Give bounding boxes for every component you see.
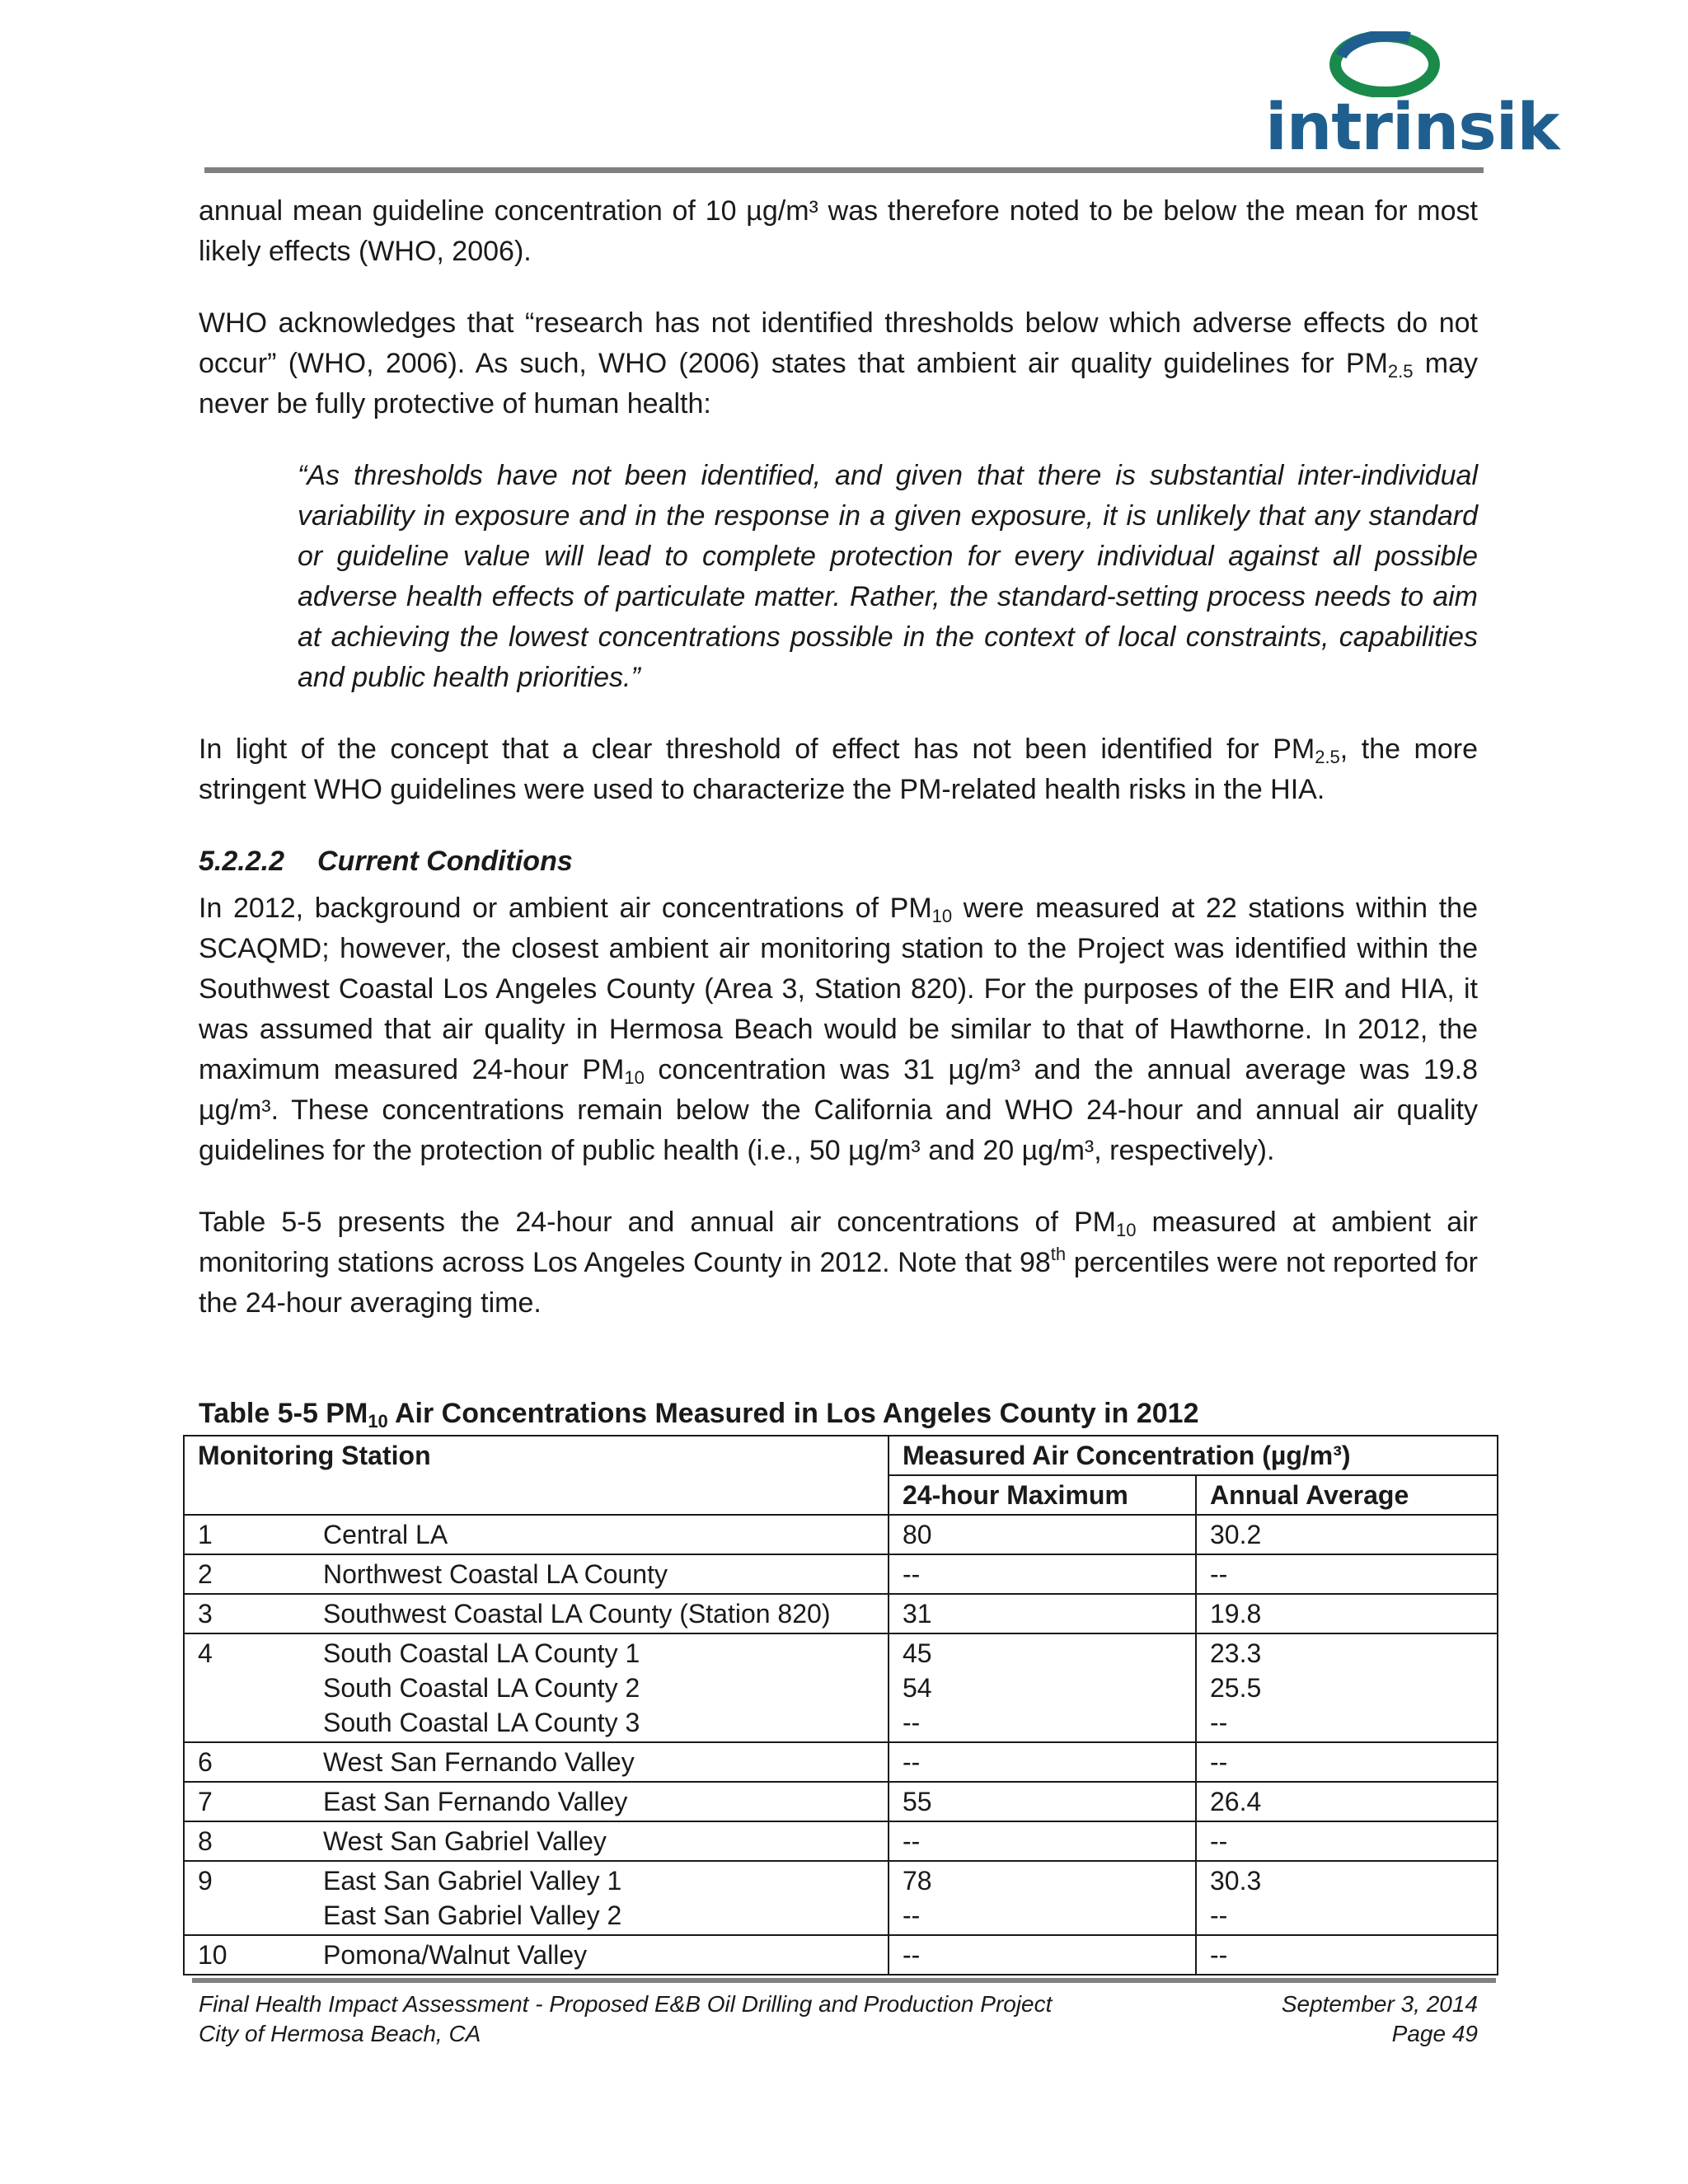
annual-average-value: -- xyxy=(1210,1747,1228,1777)
annual-average-value: 30.3 xyxy=(1210,1866,1262,1896)
paragraph-4: In 2012, background or ambient air concentrations of $PM_{10}$ were measured at 22 stations within the SCAQMD; however, the closest ambient air monitoring station to the Project was identified within the Southwest Coastal Los Angeles County (Area 3, Station 820). For the purposes of the EIR and HIA, it was assumed that air quality in Hermosa Beach would be similar to that of Hawthorne. In 2012, the maximum measured 24-hour $PM_{10}$ concentration was 31 µg/m³ and the annual average was 19.8 µg/m³. These concentrations remain below the California and WHO 24-hour and annual air quality guidelines for the protection of public health (i.e., 50 µg/m³ and 20 µg/m³, respectively). xyxy=(199,893,1478,1166)
max-24h-value: -- xyxy=(903,1747,921,1777)
paragraph-5: Table 5-5 presents the 24-hour and annual air concentrations of $PM_{10}$ measured at ambient air monitoring stations across Los Angeles County in 2012. Note that 98th percentiles were not reported for the 24-hour averaging time. xyxy=(199,1207,1478,1319)
header-measured: Measured Air Concentration (µg/m³) xyxy=(889,1436,1498,1475)
table-title: Table 5-5 $PM_{10}$ Air Concentrations Measured in Los Angeles County in 2012 xyxy=(199,1398,1199,1432)
station-number: 6 xyxy=(184,1742,310,1782)
station-name: Northwest Coastal LA County xyxy=(323,1559,668,1589)
who-quote: “As thresholds have not been identified, and given that there is substantial inter-individual variability in exposure and in the response in a given exposure, it is unlikely that any standard or guideline value will lead to complete protection for every individual against all possible adverse health effects of particulate matter. Rather, the standard-setting process needs to aim at achieving the lowest concentrations possible in the context of local constraints, capabilities and public health priorities.” xyxy=(298,460,1478,693)
station-name: West San Gabriel Valley xyxy=(323,1826,607,1856)
max-24h-value-cell xyxy=(889,1515,1196,1554)
annual-average-value-cell xyxy=(1196,1821,1498,1861)
max-24h-value-cell xyxy=(889,1633,1196,1742)
annual-average-value: 26.4 xyxy=(1210,1787,1262,1816)
max-24h-value-cell xyxy=(889,1782,1196,1821)
max-24h-value: -- xyxy=(903,1559,921,1589)
table-row xyxy=(184,1935,1498,1975)
max-24h-value-cell xyxy=(889,1821,1196,1861)
annual-average-value-cell xyxy=(1196,1594,1498,1633)
annual-average-value-cell xyxy=(1196,1782,1498,1821)
max-24h-value: -- xyxy=(903,1940,921,1970)
annual-average-value: -- xyxy=(1210,1826,1228,1856)
max-24h-value: 78 xyxy=(903,1866,932,1896)
station-name: East San Fernando Valley xyxy=(323,1787,628,1816)
station-name: East San Gabriel Valley 1 xyxy=(323,1866,622,1896)
annual-average-value-cell xyxy=(1196,1633,1498,1742)
annual-average-value-cell xyxy=(1196,1742,1498,1782)
table-row xyxy=(184,1821,1498,1861)
footer-date: September 3, 2014 xyxy=(1281,1991,1478,2017)
annual-average-value: 23.3 xyxy=(1210,1638,1262,1668)
table-row xyxy=(184,1742,1498,1782)
pm10-table xyxy=(183,1435,1498,1975)
logo-ring-icon xyxy=(1265,31,1504,97)
paragraph-2: WHO acknowledges that “research has not identified thresholds below which adverse effects do not occur” (WHO, 2006). As such, WHO (2006) states that ambient air quality guidelines for $PM_{2.5}$ may never be fully protective of human health: xyxy=(199,307,1478,419)
page-body xyxy=(199,191,1478,1355)
max-24h-value-cell xyxy=(889,1594,1196,1633)
max-24h-value: 80 xyxy=(903,1520,932,1549)
logo-wordmark: intrinsik xyxy=(1265,91,1559,165)
table-row xyxy=(184,1594,1498,1633)
station-number: 1 xyxy=(184,1515,310,1554)
max-24h-value: 55 xyxy=(903,1787,932,1816)
page-footer xyxy=(199,1990,1478,2049)
station-name: South Coastal LA County 3 xyxy=(323,1708,640,1737)
annual-average-value-cell xyxy=(1196,1554,1498,1594)
annual-average-value-cell xyxy=(1196,1935,1498,1975)
station-number: 8 xyxy=(184,1821,310,1861)
annual-average-value: 19.8 xyxy=(1210,1599,1262,1629)
station-name: South Coastal LA County 1 xyxy=(323,1638,640,1668)
max-24h-value: -- xyxy=(903,1708,921,1737)
annual-average-value: -- xyxy=(1210,1559,1228,1589)
station-number: 10 xyxy=(184,1935,310,1975)
max-24h-value-cell xyxy=(889,1935,1196,1975)
station-name-cell xyxy=(310,1594,889,1633)
max-24h-value-cell xyxy=(889,1861,1196,1935)
section-heading: 5.2.2.2 Current Conditions xyxy=(199,846,573,877)
table-row xyxy=(184,1554,1498,1594)
max-24h-value: 54 xyxy=(903,1673,932,1703)
annual-average-value: 30.2 xyxy=(1210,1520,1262,1549)
footer-page-number: Page 49 xyxy=(1391,2021,1478,2046)
station-name: Pomona/Walnut Valley xyxy=(323,1940,588,1970)
station-number: 3 xyxy=(184,1594,310,1633)
station-number: 7 xyxy=(184,1782,310,1821)
station-name-cell xyxy=(310,1782,889,1821)
annual-average-value: -- xyxy=(1210,1708,1228,1737)
station-name: Southwest Coastal LA County (Station 820) xyxy=(323,1599,831,1629)
station-name-cell xyxy=(310,1935,889,1975)
station-number: 9 xyxy=(184,1861,310,1935)
station-name-cell xyxy=(310,1742,889,1782)
station-name-cell xyxy=(310,1554,889,1594)
header-24h: 24-hour Maximum xyxy=(889,1475,1196,1515)
footer-divider xyxy=(192,1978,1496,1983)
table-row xyxy=(184,1782,1498,1821)
max-24h-value: -- xyxy=(903,1900,921,1930)
max-24h-value-cell xyxy=(889,1742,1196,1782)
annual-average-value-cell xyxy=(1196,1861,1498,1935)
table-row xyxy=(184,1515,1498,1554)
annual-average-value-cell xyxy=(1196,1515,1498,1554)
intrinsik-logo xyxy=(1265,31,1559,165)
station-number: 4 xyxy=(184,1633,310,1742)
station-name-cell xyxy=(310,1515,889,1554)
station-name-cell xyxy=(310,1861,889,1935)
annual-average-value: -- xyxy=(1210,1940,1228,1970)
table-row xyxy=(184,1633,1498,1742)
paragraph-1: annual mean guideline concentration of 10 µg/m³ was therefore noted to be below the mean for most likely effects (WHO, 2006). xyxy=(199,195,1478,267)
station-name: West San Fernando Valley xyxy=(323,1747,635,1777)
station-name: South Coastal LA County 2 xyxy=(323,1673,640,1703)
header-divider xyxy=(204,167,1484,173)
station-name-cell xyxy=(310,1821,889,1861)
max-24h-value: 31 xyxy=(903,1599,932,1629)
station-name: East San Gabriel Valley 2 xyxy=(323,1900,622,1930)
max-24h-value-cell xyxy=(889,1554,1196,1594)
max-24h-value: 45 xyxy=(903,1638,932,1668)
paragraph-3: In light of the concept that a clear threshold of effect has not been identified for $PM_{2.5}$, the more stringent WHO guidelines were used to characterize the PM-related health risks in the HIA. xyxy=(199,733,1478,805)
annual-average-value: 25.5 xyxy=(1210,1673,1262,1703)
footer-report-title: Final Health Impact Assessment - Proposed E&B Oil Drilling and Production Project xyxy=(199,1991,1053,2017)
table-row xyxy=(184,1861,1498,1935)
footer-city: City of Hermosa Beach, CA xyxy=(199,2021,481,2046)
header-station: Monitoring Station xyxy=(184,1436,889,1515)
annual-average-value: -- xyxy=(1210,1900,1228,1930)
station-name-cell xyxy=(310,1633,889,1742)
header-annual: Annual Average xyxy=(1196,1475,1498,1515)
station-number: 2 xyxy=(184,1554,310,1594)
max-24h-value: -- xyxy=(903,1826,921,1856)
station-name: Central LA xyxy=(323,1520,448,1549)
